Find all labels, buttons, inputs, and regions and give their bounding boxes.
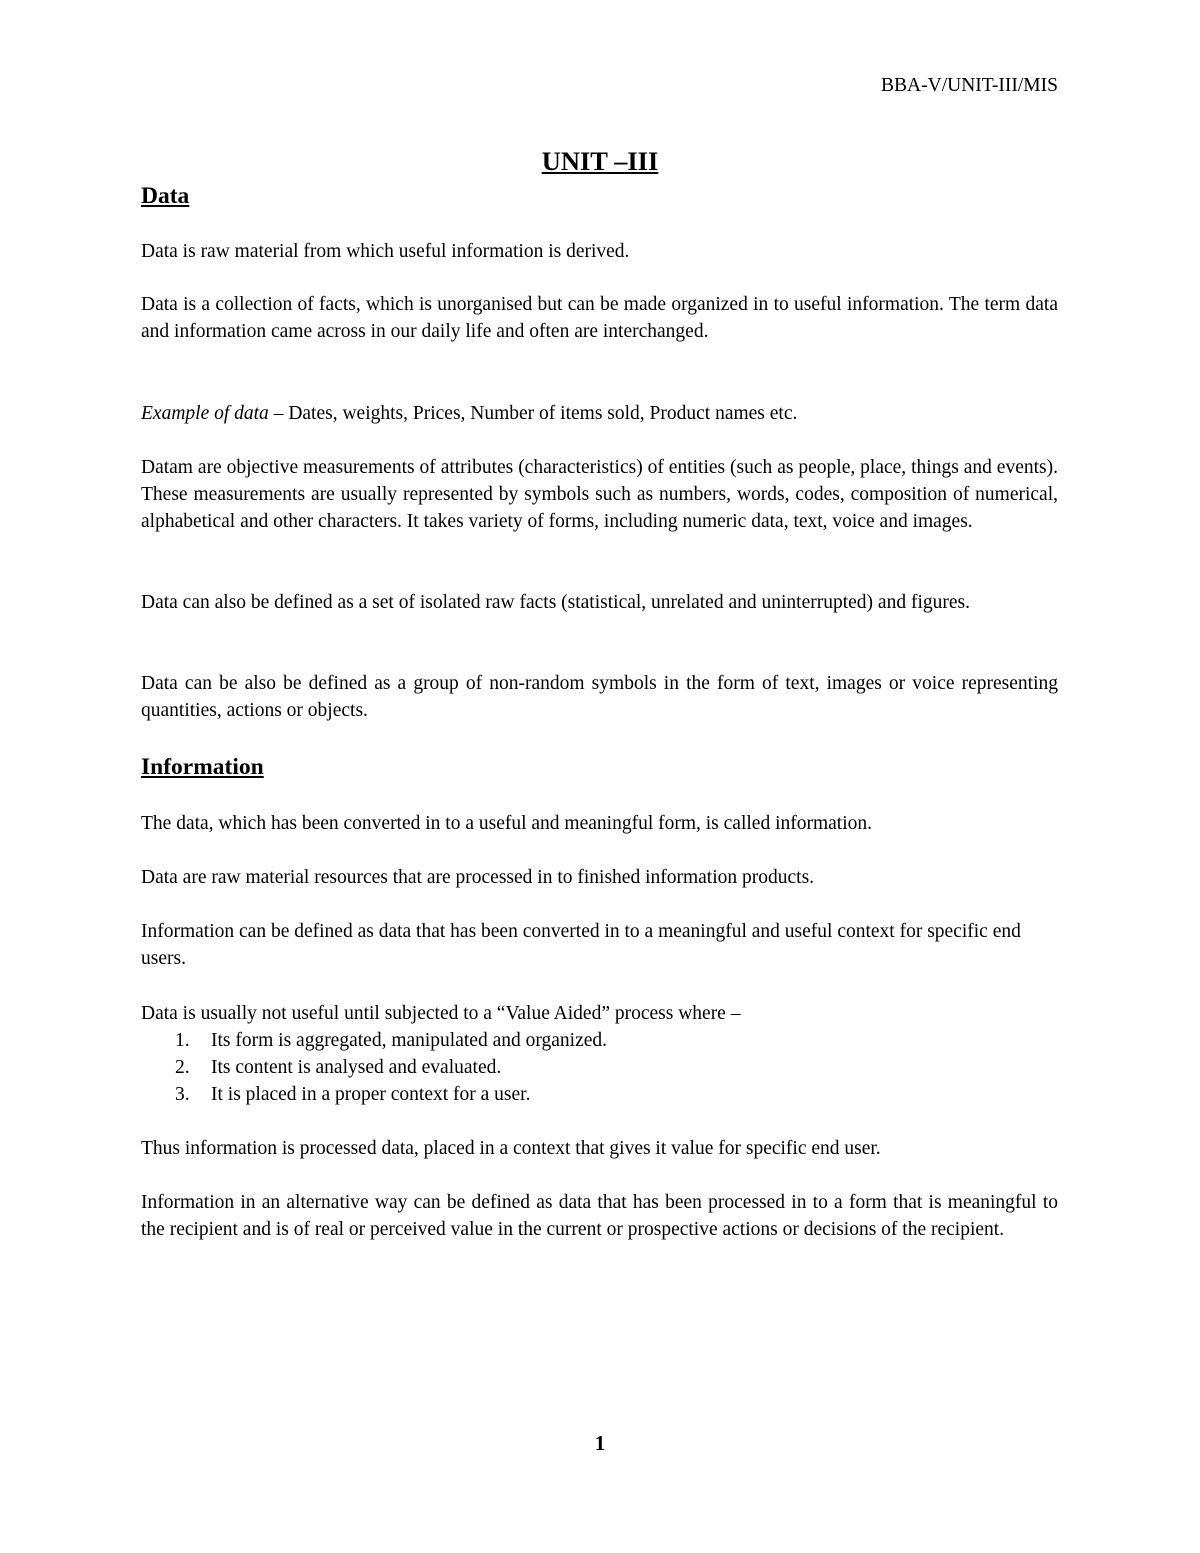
section-heading-information: Information	[141, 754, 264, 780]
data-paragraph-1: Data is raw material from which useful information is derived.	[141, 241, 630, 262]
example-label: Example of data	[141, 403, 269, 424]
data-paragraph-2: Data is a collection of facts, which is unorganised but can be made organized in to useful information. The term data and information came across in our daily life and often are interchanged.	[141, 294, 1058, 342]
running-header: BBA-V/UNIT-III/MIS	[881, 75, 1058, 96]
list-item	[141, 1054, 1058, 1081]
information-paragraph-3: Information can be defined as data that has been converted in to a meaningful and useful context for specific end users.	[141, 921, 1021, 969]
data-paragraph-6: Data can be also be defined as a group of non-random symbols in the form of text, images or voice representing quantities, actions or objects.	[141, 673, 1058, 721]
information-paragraph-5: Thus information is processed data, placed in a context that gives it value for specific end user.	[141, 1138, 881, 1159]
data-paragraph-5: Data can also be defined as a set of isolated raw facts (statistical, unrelated and uninterrupted) and figures.	[141, 592, 970, 613]
list-item-text: It is placed in a proper context for a user.	[211, 1084, 531, 1105]
list-item-number: 1.	[175, 1030, 190, 1051]
list-item	[141, 1027, 1058, 1054]
information-paragraph-4: Data is usually not useful until subjected to a “Value Aided” process where –	[141, 1003, 741, 1024]
list-item-number: 2.	[175, 1057, 190, 1078]
value-aided-process-list	[141, 1027, 1058, 1108]
page-number: 1	[594, 1431, 606, 1455]
section-heading-data: Data	[141, 183, 190, 209]
example-text: – Dates, weights, Prices, Number of items sold, Product names etc.	[268, 403, 798, 424]
data-paragraph-4: Datam are objective measurements of attributes (characteristics) of entities (such as people, place, things and events). These measurements are usually represented by symbols such as numbers, words, codes, composition of numerical, alphabetical and other characters. It takes variety of forms, including numeric data, text, voice and images.	[141, 457, 1058, 532]
information-paragraph-6: Information in an alternative way can be defined as data that has been processed in to a form that is meaningful to the recipient and is of real or perceived value in the current or prospective actions or decisions of the recipient.	[141, 1192, 1058, 1240]
information-paragraph-1: The data, which has been converted in to a useful and meaningful form, is called information.	[141, 813, 873, 834]
data-example-paragraph	[141, 400, 1058, 427]
page-title: UNIT –III	[541, 146, 659, 176]
list-item-text: Its form is aggregated, manipulated and organized.	[211, 1030, 608, 1051]
list-item	[141, 1081, 1058, 1108]
list-item-text: Its content is analysed and evaluated.	[211, 1057, 502, 1078]
information-paragraph-2: Data are raw material resources that are processed in to finished information products.	[141, 867, 815, 888]
list-item-number: 3.	[175, 1084, 190, 1105]
